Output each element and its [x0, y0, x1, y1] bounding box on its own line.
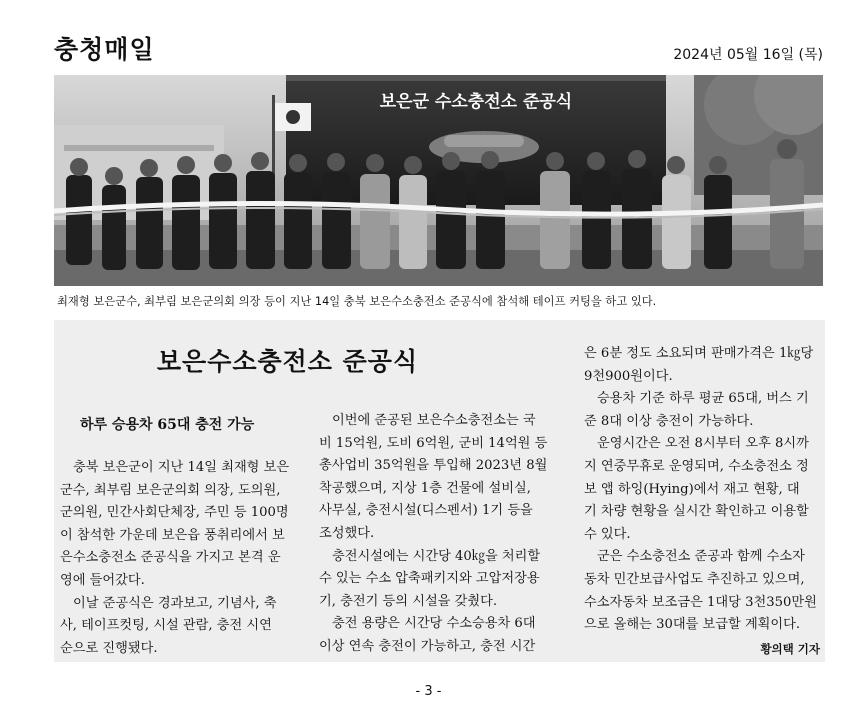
text-line: 군수, 최부림 보은군의회 의장, 도의원,: [60, 482, 281, 498]
text-line: 군은 수소충전소 준공과 함께 수소자: [597, 549, 805, 565]
text-line: 기 차량 현황을 실시간 확인하고 이용할: [584, 504, 809, 520]
text-line: 군의원, 민간사회단체장, 주민 등 100명: [60, 505, 289, 521]
text-line: 으로 올해는 30대를 보급할 계획이다.: [584, 617, 801, 633]
text-line: 운영시간은 오전 8시부터 오후 8시까: [597, 436, 809, 452]
text-line: 사무실, 충전시설(디스펜서) 1기 등을: [319, 503, 533, 519]
text-line: 비 15억원, 도비 6억원, 군비 14억원 등: [319, 435, 548, 451]
reporter-byline: 황의택 기자: [760, 642, 820, 656]
text-line: 승용차 기준 하루 평균 65대, 버스 기: [597, 391, 809, 407]
publication-date: 2024년 05월 16일 (목): [673, 47, 823, 63]
article-column-3: [584, 343, 824, 637]
text-line: 수소자동차 보조금은 1대당 3천350만원: [584, 594, 817, 610]
text-line: 동차 민간보급사업도 추진하고 있으며,: [584, 571, 805, 587]
page-number: - 3 -: [415, 684, 442, 699]
text-line: 영에 들어갔다.: [60, 572, 145, 588]
newspaper-masthead: 충청매일: [54, 35, 155, 64]
text-line: 충북 보은군이 지난 14일 최재형 보은: [73, 460, 290, 475]
text-line: 총사업비 35억원을 투입해 2023년 8월: [319, 458, 548, 474]
text-line: 준 8대 이상 충전이 가능하다.: [584, 413, 754, 429]
text-line: 지 연중무휴로 운영되며, 수소충전소 정: [584, 458, 809, 474]
banner-text: 보은군 수소충전소 준공식: [379, 92, 573, 112]
text-line: 조성했다.: [319, 525, 375, 541]
text-line: 기, 충전기 등의 시설을 갖췄다.: [319, 593, 498, 609]
text-line: 착공했으며, 지상 1층 건물에 설비실,: [319, 480, 531, 496]
text-line: 은 6분 정도 소요되며 판매가격은 1㎏당: [584, 346, 814, 361]
text-line: 보 앱 하잉(Hying)에서 재고 현황, 대: [584, 481, 800, 497]
text-line: 사, 테이프컷팅, 시설 관람, 충전 시연: [60, 618, 272, 634]
text-line: 충전시설에는 시간당 40㎏을 처리할: [332, 548, 541, 564]
text-line: 이날 준공식은 경과보고, 기념사, 축: [73, 595, 277, 611]
photo-caption: 최재형 보은군수, 최부림 보은군의회 의장 등이 지난 14일 충북 보은수소충전소 준공식에 참석해 테이프 커팅을 하고 있다.: [57, 295, 657, 308]
article-column-2: [319, 410, 559, 659]
text-line: 순으로 진행됐다.: [60, 640, 158, 656]
text-line: 이번에 준공된 보은수소충전소는 국: [332, 413, 536, 428]
article-column-1: [60, 457, 297, 660]
ceremony-photo-illustration: [54, 75, 823, 286]
text-line: 은수소충전소 준공식을 가지고 본격 운: [60, 550, 281, 566]
text-line: 9천900원이다.: [584, 368, 673, 384]
text-line: 충전 용량은 시간당 수소승용차 6대: [332, 616, 536, 632]
text-line: 이상 연속 충전이 가능하고, 충전 시간: [319, 638, 536, 654]
news-photo: [54, 75, 823, 286]
text-line: 이 참석한 가운데 보은읍 풍취리에서 보: [60, 527, 285, 543]
article-subhead: 하루 승용차 65대 충전 가능: [80, 417, 255, 433]
text-line: 수 있다.: [584, 526, 631, 542]
article-headline: 보은수소충전소 준공식: [156, 347, 419, 376]
text-line: 수 있는 수소 압축패키지와 고압저장용: [319, 571, 540, 587]
